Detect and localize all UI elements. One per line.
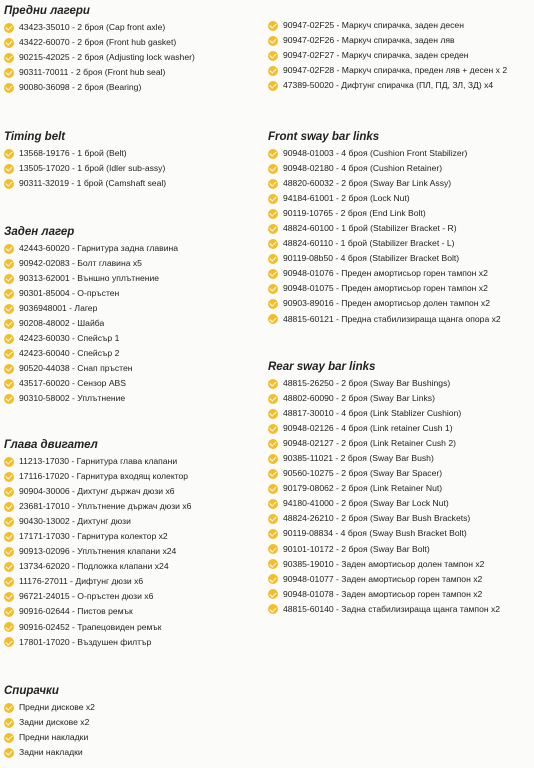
checkmark-circle-icon	[4, 149, 14, 159]
list-item	[4, 256, 266, 271]
parts-list	[4, 146, 266, 191]
list-item	[268, 481, 534, 496]
checkmark-circle-icon	[268, 164, 278, 174]
checkmark-circle-icon	[4, 83, 14, 93]
checkmark-circle-icon	[4, 748, 14, 758]
list-item-text: 90119-08834 - 4 броя (Sway Bush Bracket Bolt)	[283, 528, 467, 539]
checkmark-circle-icon	[4, 164, 14, 174]
parts-list	[4, 700, 266, 760]
section-heading: Front sway bar links	[268, 131, 380, 143]
checkmark-circle-icon	[268, 529, 278, 539]
list-item	[268, 281, 534, 296]
checkmark-circle-icon	[4, 68, 14, 78]
list-item	[268, 312, 534, 327]
checkmark-circle-icon	[268, 469, 278, 479]
list-item-text: 94180-41000 - 2 броя (Sway Bar Lock Nut)	[283, 498, 449, 509]
list-item	[4, 80, 266, 95]
list-item-text: Предни накладки	[19, 732, 89, 743]
list-item	[4, 176, 266, 191]
list-item-text: 90560-10275 - 2 броя (Sway Bar Spacer)	[283, 468, 443, 479]
list-item	[4, 391, 266, 406]
list-item-text: 90904-30006 - Дихтунг държач дюзи х6	[19, 486, 175, 497]
list-item-text: 90916-02644 - Пистов ремък	[19, 606, 133, 617]
checkmark-circle-icon	[268, 484, 278, 494]
checkmark-circle-icon	[4, 472, 14, 482]
list-item	[4, 331, 266, 346]
list-item-text: 90119-08b50 - 4 броя (Stabilizer Bracket Bolt)	[283, 253, 460, 264]
list-item	[4, 715, 266, 730]
checkmark-circle-icon	[4, 364, 14, 374]
list-item-text: 13568-19176 - 1 брой (Belt)	[19, 148, 127, 159]
list-item	[268, 496, 534, 511]
checkmark-circle-icon	[4, 607, 14, 617]
list-item	[4, 161, 266, 176]
checkmark-circle-icon	[268, 81, 278, 91]
list-item	[268, 18, 534, 33]
list-item-text: 47389-50020 - Дифтунг спирачка (ПЛ, ПД, ЗЛ, ЗД) х4	[283, 80, 494, 91]
list-item-text: 90913-02096 - Уплътнения клапани х24	[19, 546, 177, 557]
checkmark-circle-icon	[4, 562, 14, 572]
list-item-text: 11213-17030 - Гарнитура глава клапани	[19, 456, 178, 467]
section-heading: Rear sway bar links	[268, 361, 376, 373]
checkmark-circle-icon	[268, 194, 278, 204]
list-item	[4, 700, 266, 715]
list-item	[268, 602, 534, 617]
list-item-text: 48802-60090 - 2 броя (Sway Bar Links)	[283, 393, 435, 404]
list-item	[4, 529, 266, 544]
checkmark-circle-icon	[4, 592, 14, 602]
checkmark-circle-icon	[268, 51, 278, 61]
checkmark-circle-icon	[268, 559, 278, 569]
list-item	[4, 316, 266, 331]
checkmark-circle-icon	[268, 589, 278, 599]
list-item-text: 90947-02F26 - Маркуч спирачка, заден ляв	[283, 35, 455, 46]
list-item-text: 9036948001 - Лагер	[19, 303, 98, 314]
list-item-text: 94184-61001 - 2 броя (Lock Nut)	[283, 193, 410, 204]
checkmark-circle-icon	[268, 424, 278, 434]
list-item	[4, 745, 266, 760]
checkmark-circle-icon	[4, 517, 14, 527]
list-item	[268, 436, 534, 451]
checkmark-circle-icon	[4, 259, 14, 269]
checkmark-circle-icon	[268, 454, 278, 464]
checkmark-circle-icon	[4, 334, 14, 344]
list-item	[4, 346, 266, 361]
list-item-text: 13734-62020 - Подложка клапани х24	[19, 561, 169, 572]
list-item	[4, 271, 266, 286]
list-item	[268, 176, 534, 191]
section-left-4	[4, 684, 266, 760]
checkmark-circle-icon	[268, 269, 278, 279]
list-item	[4, 146, 266, 161]
checkmark-circle-icon	[268, 149, 278, 159]
checkmark-circle-icon	[4, 349, 14, 359]
list-item	[268, 542, 534, 557]
list-item-text: 90903-89016 - Преден амортисьор долен тампон х2	[283, 298, 490, 309]
list-item	[268, 251, 534, 266]
checkmark-circle-icon	[4, 23, 14, 33]
parts-list	[268, 376, 534, 617]
list-item	[268, 421, 534, 436]
section-right-2	[268, 360, 534, 617]
list-item	[4, 574, 266, 589]
parts-list	[268, 18, 534, 93]
checkmark-circle-icon	[268, 514, 278, 524]
list-item	[268, 236, 534, 251]
checkmark-circle-icon	[268, 224, 278, 234]
checkmark-circle-icon	[4, 244, 14, 254]
checkmark-circle-icon	[4, 457, 14, 467]
list-item-text: 42423-60030 - Спейсър 1	[19, 333, 120, 344]
list-item	[4, 301, 266, 316]
parts-list	[268, 146, 534, 327]
list-item-text: 90208-48002 - Шайба	[19, 318, 105, 329]
checkmark-circle-icon	[268, 379, 278, 389]
checkmark-circle-icon	[268, 284, 278, 294]
list-item	[4, 604, 266, 619]
list-item-text: 90215-42025 - 2 броя (Adjusting lock washer)	[19, 52, 195, 63]
checkmark-circle-icon	[268, 239, 278, 249]
list-item	[4, 65, 266, 80]
list-item-text: 48815-60121 - Предна стабилизираща щанга опора х2	[283, 313, 501, 324]
parts-list	[4, 241, 266, 407]
list-item	[4, 499, 266, 514]
list-item-text: 90947-02F25 - Маркуч спирачка, заден десен	[283, 20, 464, 31]
checkmark-circle-icon	[268, 604, 278, 614]
list-item-text: 48824-60100 - 1 брой (Stabilizer Bracket - R)	[283, 223, 457, 234]
list-item-text: 48815-26250 - 2 броя (Sway Bar Bushings)	[283, 378, 451, 389]
checkmark-circle-icon	[268, 21, 278, 31]
list-item	[268, 466, 534, 481]
list-item	[268, 191, 534, 206]
list-item	[268, 266, 534, 281]
list-item-text: 90948-01075 - Преден амортисьор горен тампон х2	[283, 283, 488, 294]
list-item-text: 48815-60140 - Задна стабилизираща щанга тампон х2	[283, 603, 501, 614]
checkmark-circle-icon	[4, 547, 14, 557]
list-item	[4, 241, 266, 256]
list-item	[4, 484, 266, 499]
checkmark-circle-icon	[4, 289, 14, 299]
list-item	[268, 63, 534, 78]
list-item-text: 96721-24015 - О-пръстен дюзи х6	[19, 591, 154, 602]
list-item-text: 90101-10172 - 2 броя (Sway Bar Bolt)	[283, 543, 430, 554]
list-item-text: 90385-19010 - Заден амортисьор долен тампон х2	[283, 558, 485, 569]
list-item-text: 17801-17020 - Въздушен филтър	[19, 636, 152, 647]
checkmark-circle-icon	[268, 314, 278, 324]
section-heading: Глава двигател	[4, 439, 98, 451]
list-item	[268, 161, 534, 176]
list-item-text: Предни дискове х2	[19, 702, 95, 713]
list-item-text: 90916-02452 - Трапецовиден ремък	[19, 621, 162, 632]
section-heading: Спирачки	[4, 685, 59, 697]
section-heading: Заден лагер	[4, 226, 75, 238]
parts-list	[4, 454, 266, 650]
list-item	[268, 526, 534, 541]
list-item-text: 90948-02180 - 4 броя (Cushion Retainer)	[283, 163, 443, 174]
checkmark-circle-icon	[268, 409, 278, 419]
section-right-0	[268, 18, 534, 93]
list-item-text: 90520-44038 - Снап пръстен	[19, 363, 133, 374]
checkmark-circle-icon	[4, 304, 14, 314]
list-item	[4, 35, 266, 50]
list-item-text: 42443-60020 - Гарнитура задна главина	[19, 243, 179, 254]
list-item-text: 43517-60020 - Сензор ABS	[19, 378, 127, 389]
checkmark-circle-icon	[4, 637, 14, 647]
list-item	[268, 587, 534, 602]
list-item-text: 90947-02F27 - Маркуч спирачка, заден среден	[283, 50, 469, 61]
list-item-text: 43423-35010 - 2 броя (Cap front axle)	[19, 22, 166, 33]
list-item-text: 90948-01003 - 4 броя (Cushion Front Stabilizer)	[283, 148, 468, 159]
checkmark-circle-icon	[4, 179, 14, 189]
list-item-text: 90301-85004 - О-пръстен	[19, 288, 120, 299]
checkmark-circle-icon	[4, 622, 14, 632]
list-item	[268, 33, 534, 48]
list-item-text: 90948-01077 - Заден амортисьор горен тампон х2	[283, 573, 483, 584]
checkmark-circle-icon	[268, 36, 278, 46]
list-item	[4, 559, 266, 574]
list-item-text: 90948-01076 - Преден амортисьор горен тампон х2	[283, 268, 488, 279]
section-left-3	[4, 438, 266, 650]
checkmark-circle-icon	[268, 66, 278, 76]
list-item-text: 90948-01078 - Заден амортисьор горен тампон х2	[283, 588, 483, 599]
list-item-text: 90311-32019 - 1 брой (Camshaft seal)	[19, 178, 167, 189]
checkmark-circle-icon	[4, 502, 14, 512]
list-item-text: 90311-70011 - 2 броя (Front hub seal)	[19, 67, 166, 78]
list-item-text: 90942-02083 - Болт главина х5	[19, 258, 142, 269]
list-item	[4, 544, 266, 559]
checkmark-circle-icon	[268, 179, 278, 189]
list-item	[268, 391, 534, 406]
checkmark-circle-icon	[268, 209, 278, 219]
checkmark-circle-icon	[4, 53, 14, 63]
list-item	[4, 454, 266, 469]
list-item-text: 48820-60032 - 2 броя (Sway Bar Link Assy)	[283, 178, 452, 189]
checkmark-circle-icon	[4, 38, 14, 48]
list-item	[4, 286, 266, 301]
list-item-text: 90080-36098 - 2 броя (Bearing)	[19, 82, 142, 93]
list-item-text: 23681-17010 - Уплътнение държач дюзи х6	[19, 501, 192, 512]
list-item-text: 43422-60070 - 2 броя (Front hub gasket)	[19, 37, 177, 48]
list-item-text: 13505-17020 - 1 брой (Idler sub-assy)	[19, 163, 166, 174]
list-item-text: 90310-58002 - Уплътнение	[19, 393, 126, 404]
checkmark-circle-icon	[4, 718, 14, 728]
list-item-text: Задни накладки	[19, 747, 83, 758]
list-item-text: 90948-02127 - 2 броя (Link Retainer Cush 2)	[283, 438, 456, 449]
list-item	[268, 78, 534, 93]
list-item-text: 48824-26210 - 2 броя (Sway Bar Bush Brackets)	[283, 513, 471, 524]
list-item	[268, 296, 534, 311]
list-item	[268, 572, 534, 587]
list-item-text: 90947-02F28 - Маркуч спирачка, преден ляв + десен х 2	[283, 65, 508, 76]
list-item-text: 42423-60040 - Спейсър 2	[19, 348, 120, 359]
checkmark-circle-icon	[4, 394, 14, 404]
list-item-text: 90385-11021 - 2 броя (Sway Bar Bush)	[283, 453, 434, 464]
checkmark-circle-icon	[4, 487, 14, 497]
list-item-text: 17171-17030 - Гарнитура колектор х2	[19, 531, 168, 542]
parts-list	[4, 20, 266, 95]
list-item	[4, 589, 266, 604]
list-item	[4, 469, 266, 484]
list-item-text: 90948-02126 - 4 броя (Link retainer Cush 1)	[283, 423, 453, 434]
checkmark-circle-icon	[4, 274, 14, 284]
list-item	[4, 50, 266, 65]
checkmark-circle-icon	[4, 703, 14, 713]
list-item	[4, 620, 266, 635]
checkmark-circle-icon	[4, 733, 14, 743]
list-item-text: 48824-60110 - 1 брой (Stabilizer Bracket - L)	[283, 238, 455, 249]
checkmark-circle-icon	[268, 544, 278, 554]
list-item-text: 90430-13002 - Дихтунг дюзи	[19, 516, 131, 527]
checkmark-circle-icon	[268, 499, 278, 509]
list-item	[4, 635, 266, 650]
list-item	[268, 48, 534, 63]
checkmark-circle-icon	[268, 394, 278, 404]
section-left-0	[4, 4, 266, 95]
list-item	[268, 451, 534, 466]
list-item-text: 48817-30010 - 4 броя (Link Stablizer Cushion)	[283, 408, 462, 419]
section-left-2	[4, 225, 266, 407]
list-item	[268, 511, 534, 526]
section-right-1	[268, 130, 534, 327]
list-item	[268, 406, 534, 421]
list-item-text: 90313-62001 - Външно уплътнение	[19, 273, 160, 284]
section-left-1	[4, 130, 266, 191]
checkmark-circle-icon	[4, 577, 14, 587]
checkmark-circle-icon	[268, 299, 278, 309]
list-item-text: 90179-08062 - 2 броя (Link Retainer Nut)	[283, 483, 443, 494]
checkmark-circle-icon	[4, 379, 14, 389]
list-item-text: 11176-27011 - Дифтунг дюзи х6	[19, 576, 144, 587]
list-item	[268, 221, 534, 236]
checkmark-circle-icon	[268, 574, 278, 584]
list-item-text: 17116-17020 - Гарнитура входящ колектор	[19, 471, 189, 482]
checkmark-circle-icon	[4, 319, 14, 329]
section-heading: Предни лагери	[4, 5, 90, 17]
checkmark-circle-icon	[4, 532, 14, 542]
list-item	[268, 557, 534, 572]
list-item	[4, 730, 266, 745]
list-item	[268, 206, 534, 221]
list-item	[268, 146, 534, 161]
list-item-text: Задни дискове х2	[19, 717, 90, 728]
section-heading: Timing belt	[4, 131, 66, 143]
list-item	[4, 514, 266, 529]
checkmark-circle-icon	[268, 254, 278, 264]
list-item-text: 90119-10765 - 2 броя (End Link Bolt)	[283, 208, 426, 219]
list-item	[4, 376, 266, 391]
list-item	[4, 20, 266, 35]
checkmark-circle-icon	[268, 439, 278, 449]
list-item	[268, 376, 534, 391]
list-item	[4, 361, 266, 376]
